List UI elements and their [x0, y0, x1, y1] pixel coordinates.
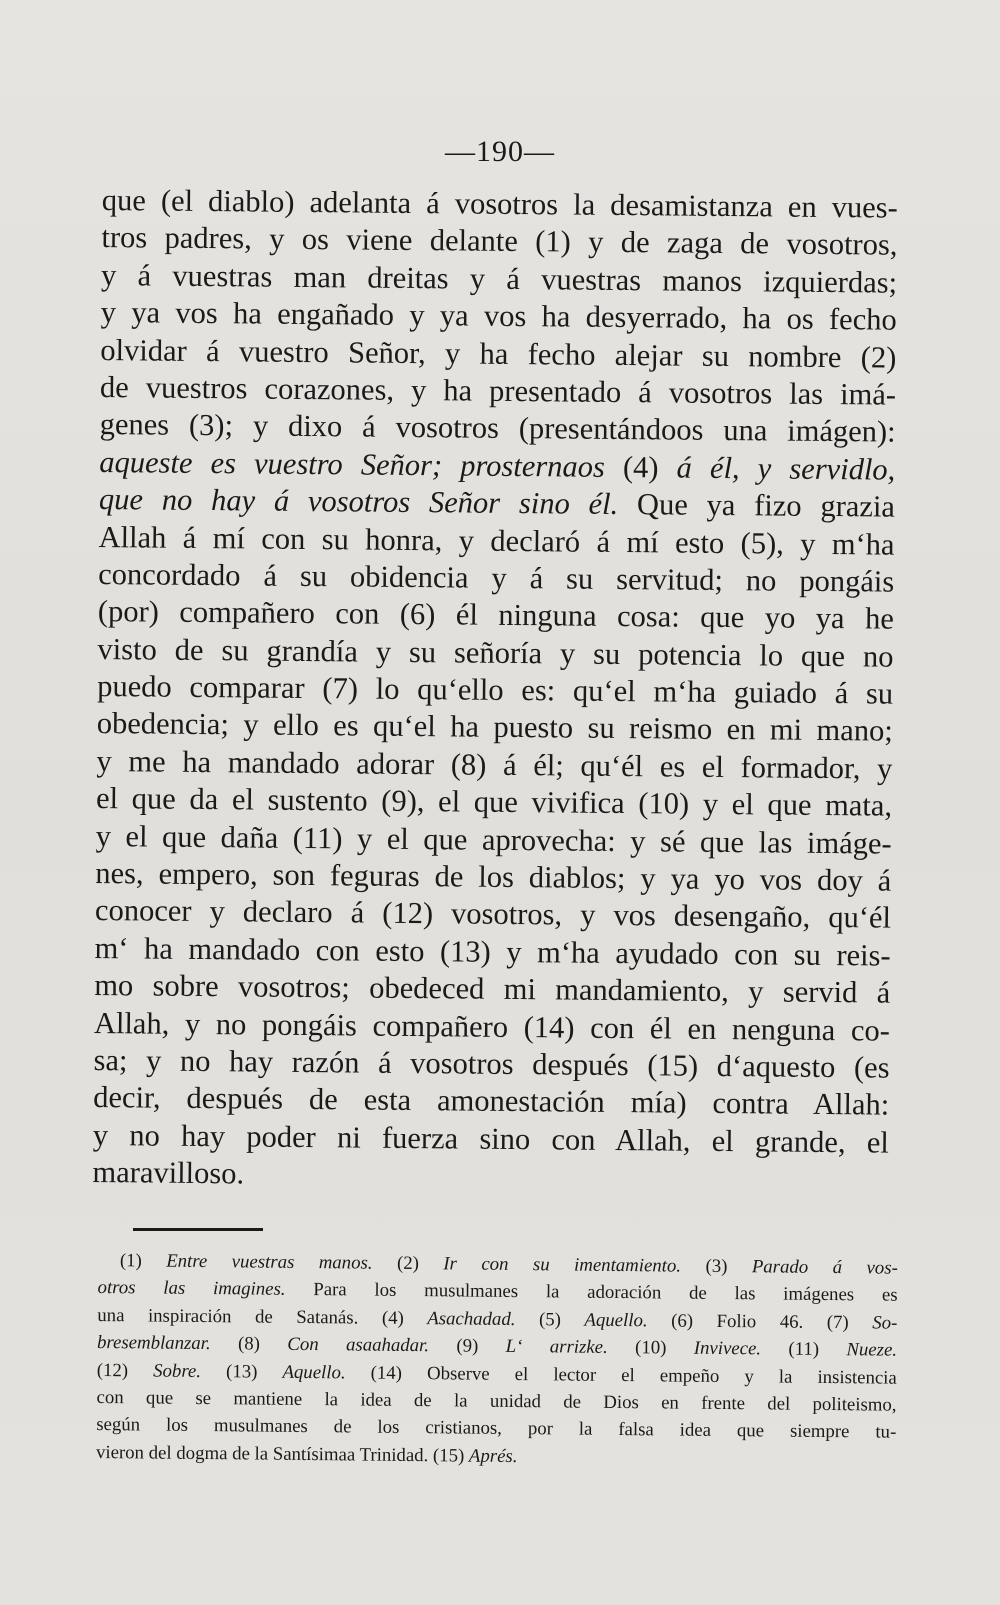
- italic-text: Aprés.: [468, 1445, 518, 1467]
- text-run: (6) Folio 46. (7): [647, 1310, 873, 1334]
- italic-text: So-: [872, 1312, 898, 1334]
- text-run: y á vuestras man dreitas y á vuestras manos izquierdas;: [100, 257, 898, 300]
- text-run: (4): [604, 449, 677, 485]
- italic-text: Asachadad.: [427, 1307, 516, 1330]
- text-run: Allah, y no pongáis compañero (14) con él en nenguna co-: [93, 1005, 891, 1048]
- text-run: (1): [119, 1250, 167, 1272]
- text-run: Que ya fizo grazia: [618, 487, 896, 524]
- text-run: maravilloso.: [92, 1155, 245, 1191]
- page-number: —190—: [445, 135, 555, 168]
- text-run: y el que daña (11) y el que aprovecha: y sé que las imáge-: [95, 818, 892, 861]
- italic-text: Sobre.: [153, 1360, 202, 1382]
- text-run: Para los musulmanes la adoración de las imágenes es: [285, 1279, 898, 1307]
- text-run: conocer y declaro á (12) vosotros, y vos desengaño, qu‘él: [94, 893, 892, 936]
- text-run: (3): [680, 1255, 752, 1278]
- text-run: (5): [515, 1308, 585, 1331]
- italic-text: aqueste es vuestro Señor; prosternaos: [99, 444, 606, 484]
- text-run: que (el diablo) adelanta á vosotros la desamistanza en vues-: [101, 182, 898, 225]
- text-run: (11): [760, 1338, 847, 1361]
- italic-text: Aquello.: [282, 1361, 346, 1383]
- italic-text: á él, y servidlo,: [676, 450, 896, 487]
- italic-text: Entre vuestras manos.: [166, 1250, 373, 1274]
- text-run: (12): [96, 1359, 154, 1382]
- text-run: (14) Observe el lector el empeño y la insistencia: [345, 1361, 897, 1389]
- text-run: (8): [210, 1333, 288, 1355]
- text-run: genes (3); y dixo á vosotros (presentándoos una imágen):: [99, 407, 896, 449]
- italic-text: Aquello.: [584, 1309, 648, 1332]
- footnote-rule: [133, 1228, 263, 1231]
- italic-text: Invivece.: [693, 1337, 762, 1360]
- text-run: visto de su grandía y su señoría y su potencia lo que no: [97, 631, 894, 674]
- italic-text: L‘ arrizke.: [505, 1336, 608, 1359]
- italic-text: Parado á vos-: [751, 1256, 898, 1279]
- text-run: una inspiración de Satanás. (4): [97, 1304, 428, 1329]
- text-run: y me ha mandado adorar (8) á él; qu‘él es el formador, y: [96, 743, 893, 786]
- text-run: con que se mantiene la idea de la unidad de Dios en frente del politeismo,: [96, 1386, 897, 1416]
- text-run: mo sobre vosotros; obedeced mi mandamiento, y servid á: [94, 968, 891, 1010]
- text-run: el que da el sustento (9), el que vivifica (10) y el que mata,: [95, 781, 893, 823]
- body-line: [92, 1154, 888, 1199]
- body-text: [92, 182, 898, 1199]
- text-run: tros padres, y os viene delante (1) y de zaga de vosotros,: [101, 220, 898, 263]
- text-run: obedencia; y ello es qu‘el ha puesto su reismo en mi mano;: [96, 706, 893, 749]
- text-run: (2): [372, 1252, 444, 1275]
- text-run: (10): [607, 1337, 694, 1359]
- italic-text: otros las imagines.: [97, 1277, 286, 1301]
- text-run: y ya vos ha engañado y ya vos ha desyerrado, ha os fecho: [100, 295, 897, 337]
- text-run: (9): [428, 1335, 506, 1358]
- text-run: decir, después de esta amonestación mía) contra Allah:: [93, 1080, 890, 1122]
- text-run: olvidar á vuestro Señor, y ha fecho alejar su nombre (2): [100, 332, 897, 375]
- text-run: de vuestros corazones, y ha presentado á vosotros las imá-: [99, 369, 897, 412]
- text-run: (por) compañero con (6) él ninguna cosa: que yo ya he: [97, 594, 895, 636]
- text-run: m‘ ha mandado con esto (13) y m‘ha ayudado con su reis-: [94, 930, 891, 973]
- text-run: nes, empero, son feguras de los diablos; y ya yo vos doy á: [95, 856, 892, 898]
- italic-text: Nueze.: [846, 1339, 898, 1361]
- italic-text: bresemblanzar.: [96, 1332, 211, 1355]
- text-run: concordado á su obidencia y á su servitud; no pongáis: [98, 556, 895, 599]
- text-run: según los musulmanes de los cristianos, por la falsa idea que siempre tu-: [96, 1414, 897, 1444]
- text-run: (13): [200, 1360, 283, 1383]
- footnotes: [96, 1247, 898, 1474]
- text-run: y no hay poder ni fuerza sino con Allah, el grande, el: [92, 1117, 889, 1160]
- text-run: Allah á mí con su honra, y declaró á mí esto (5), y m‘ha: [98, 519, 895, 562]
- italic-text: Ir con su imentamiento.: [443, 1253, 682, 1277]
- text-run: puedo comparar (7) lo qu‘ello es: qu‘el m‘ha guiado á su: [96, 669, 894, 711]
- italic-text: Con asaahadar.: [287, 1333, 430, 1357]
- text-run: sa; y no hay razón á vosotros después (15) d‘aquesto (es: [93, 1042, 890, 1085]
- italic-text: que no hay á vosotros Señor sino él.: [98, 482, 619, 522]
- text-run: vieron del dogma de la Santísimaa Trinidad. (15): [95, 1441, 470, 1467]
